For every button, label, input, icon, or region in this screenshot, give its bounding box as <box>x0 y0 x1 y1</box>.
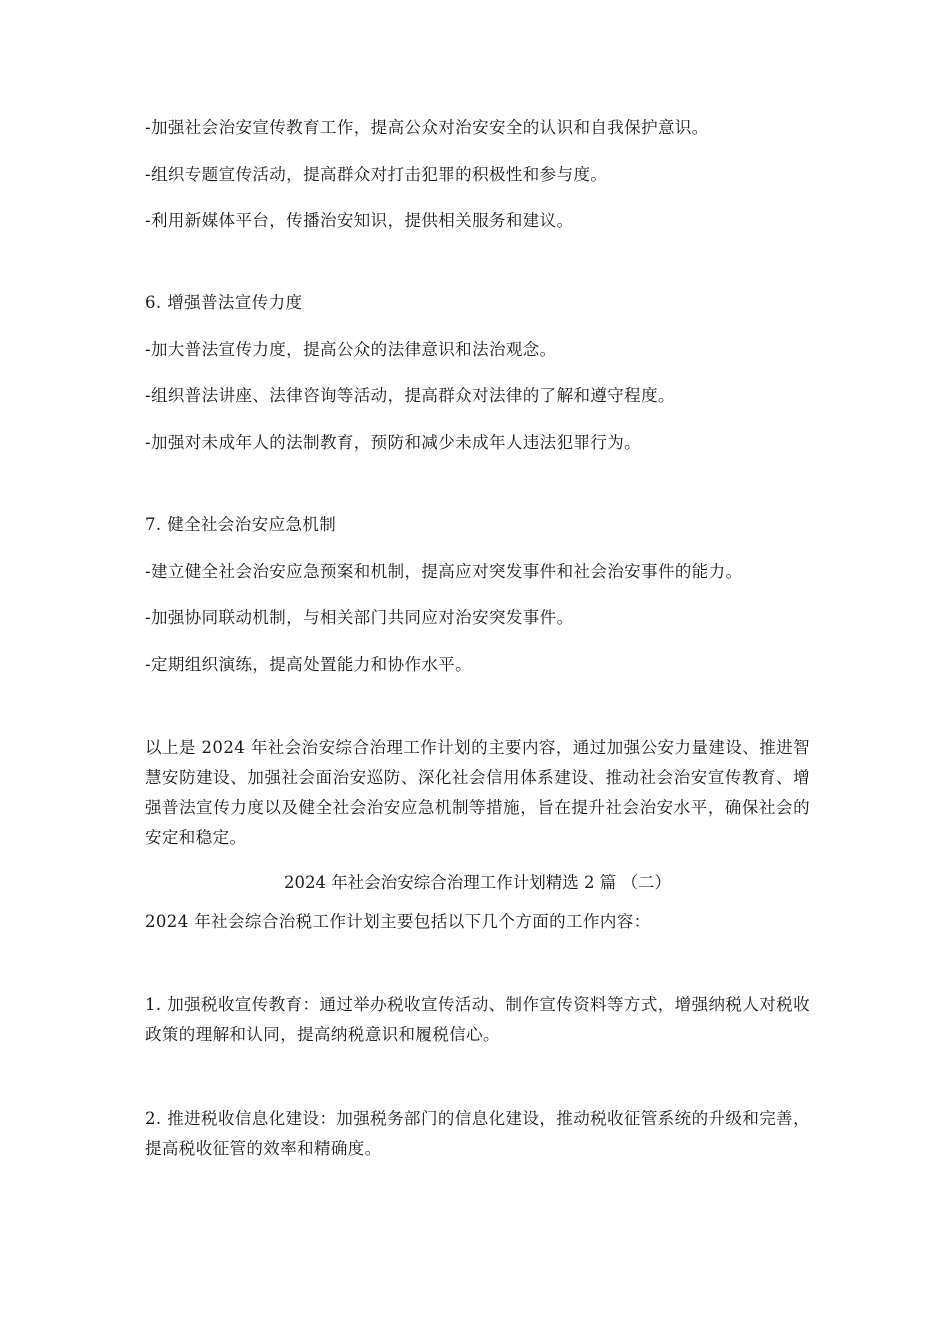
list-item: -加大普法宣传力度，提高公众的法律意识和法治观念。 <box>145 340 557 359</box>
list-item: -加强对未成年人的法制教育，预防和减少未成年人违法犯罪行为。 <box>145 433 642 452</box>
list-item: -定期组织演练，提高处置能力和协作水平。 <box>145 655 473 674</box>
list-item: -组织专题宣传活动，提高群众对打击犯罪的积极性和参与度。 <box>145 165 608 184</box>
summary-paragraph: 以上是 2024 年社会治安综合治理工作计划的主要内容，通过加强公安力量建设、推进智慧安防建设、加强社会面治安巡防、深化社会信用体系建设、推动社会治安宣传教育、增强普法宣传力度以及健全社会治安应急机制等措施，旨在提升社会治安水平，确保社会的安定和稳定。 <box>145 738 810 847</box>
numbered-paragraph: 2. 推进税收信息化建设：加强税务部门的信息化建设，推动税收征管系统的升级和完善，提高税收征管的效率和精确度。 <box>145 1109 810 1158</box>
section-heading: 7. 健全社会治安应急机制 <box>145 515 337 534</box>
list-item: -加强协同联动机制，与相关部门共同应对治安突发事件。 <box>145 608 574 627</box>
list-item: -利用新媒体平台，传播治安知识，提供相关服务和建议。 <box>145 211 574 230</box>
list-item: -建立健全社会治安应急预案和机制，提高应对突发事件和社会治安事件的能力。 <box>145 562 743 581</box>
part-title: 2024 年社会治安综合治理工作计划精选 2 篇 （二） <box>284 873 671 892</box>
list-item: -加强社会治安宣传教育工作，提高公众对治安安全的认识和自我保护意识。 <box>145 118 709 137</box>
intro-paragraph: 2024 年社会综合治税工作计划主要包括以下几个方面的工作内容： <box>145 912 651 931</box>
numbered-paragraph: 1. 加强税收宣传教育：通过举办税收宣传活动、制作宣传资料等方式，增强纳税人对税收政策的理解和认同，提高纳税意识和履税信心。 <box>145 995 810 1044</box>
section-heading: 6. 增强普法宣传力度 <box>145 293 303 312</box>
list-item: -组织普法讲座、法律咨询等活动，提高群众对法律的了解和遵守程度。 <box>145 386 675 405</box>
